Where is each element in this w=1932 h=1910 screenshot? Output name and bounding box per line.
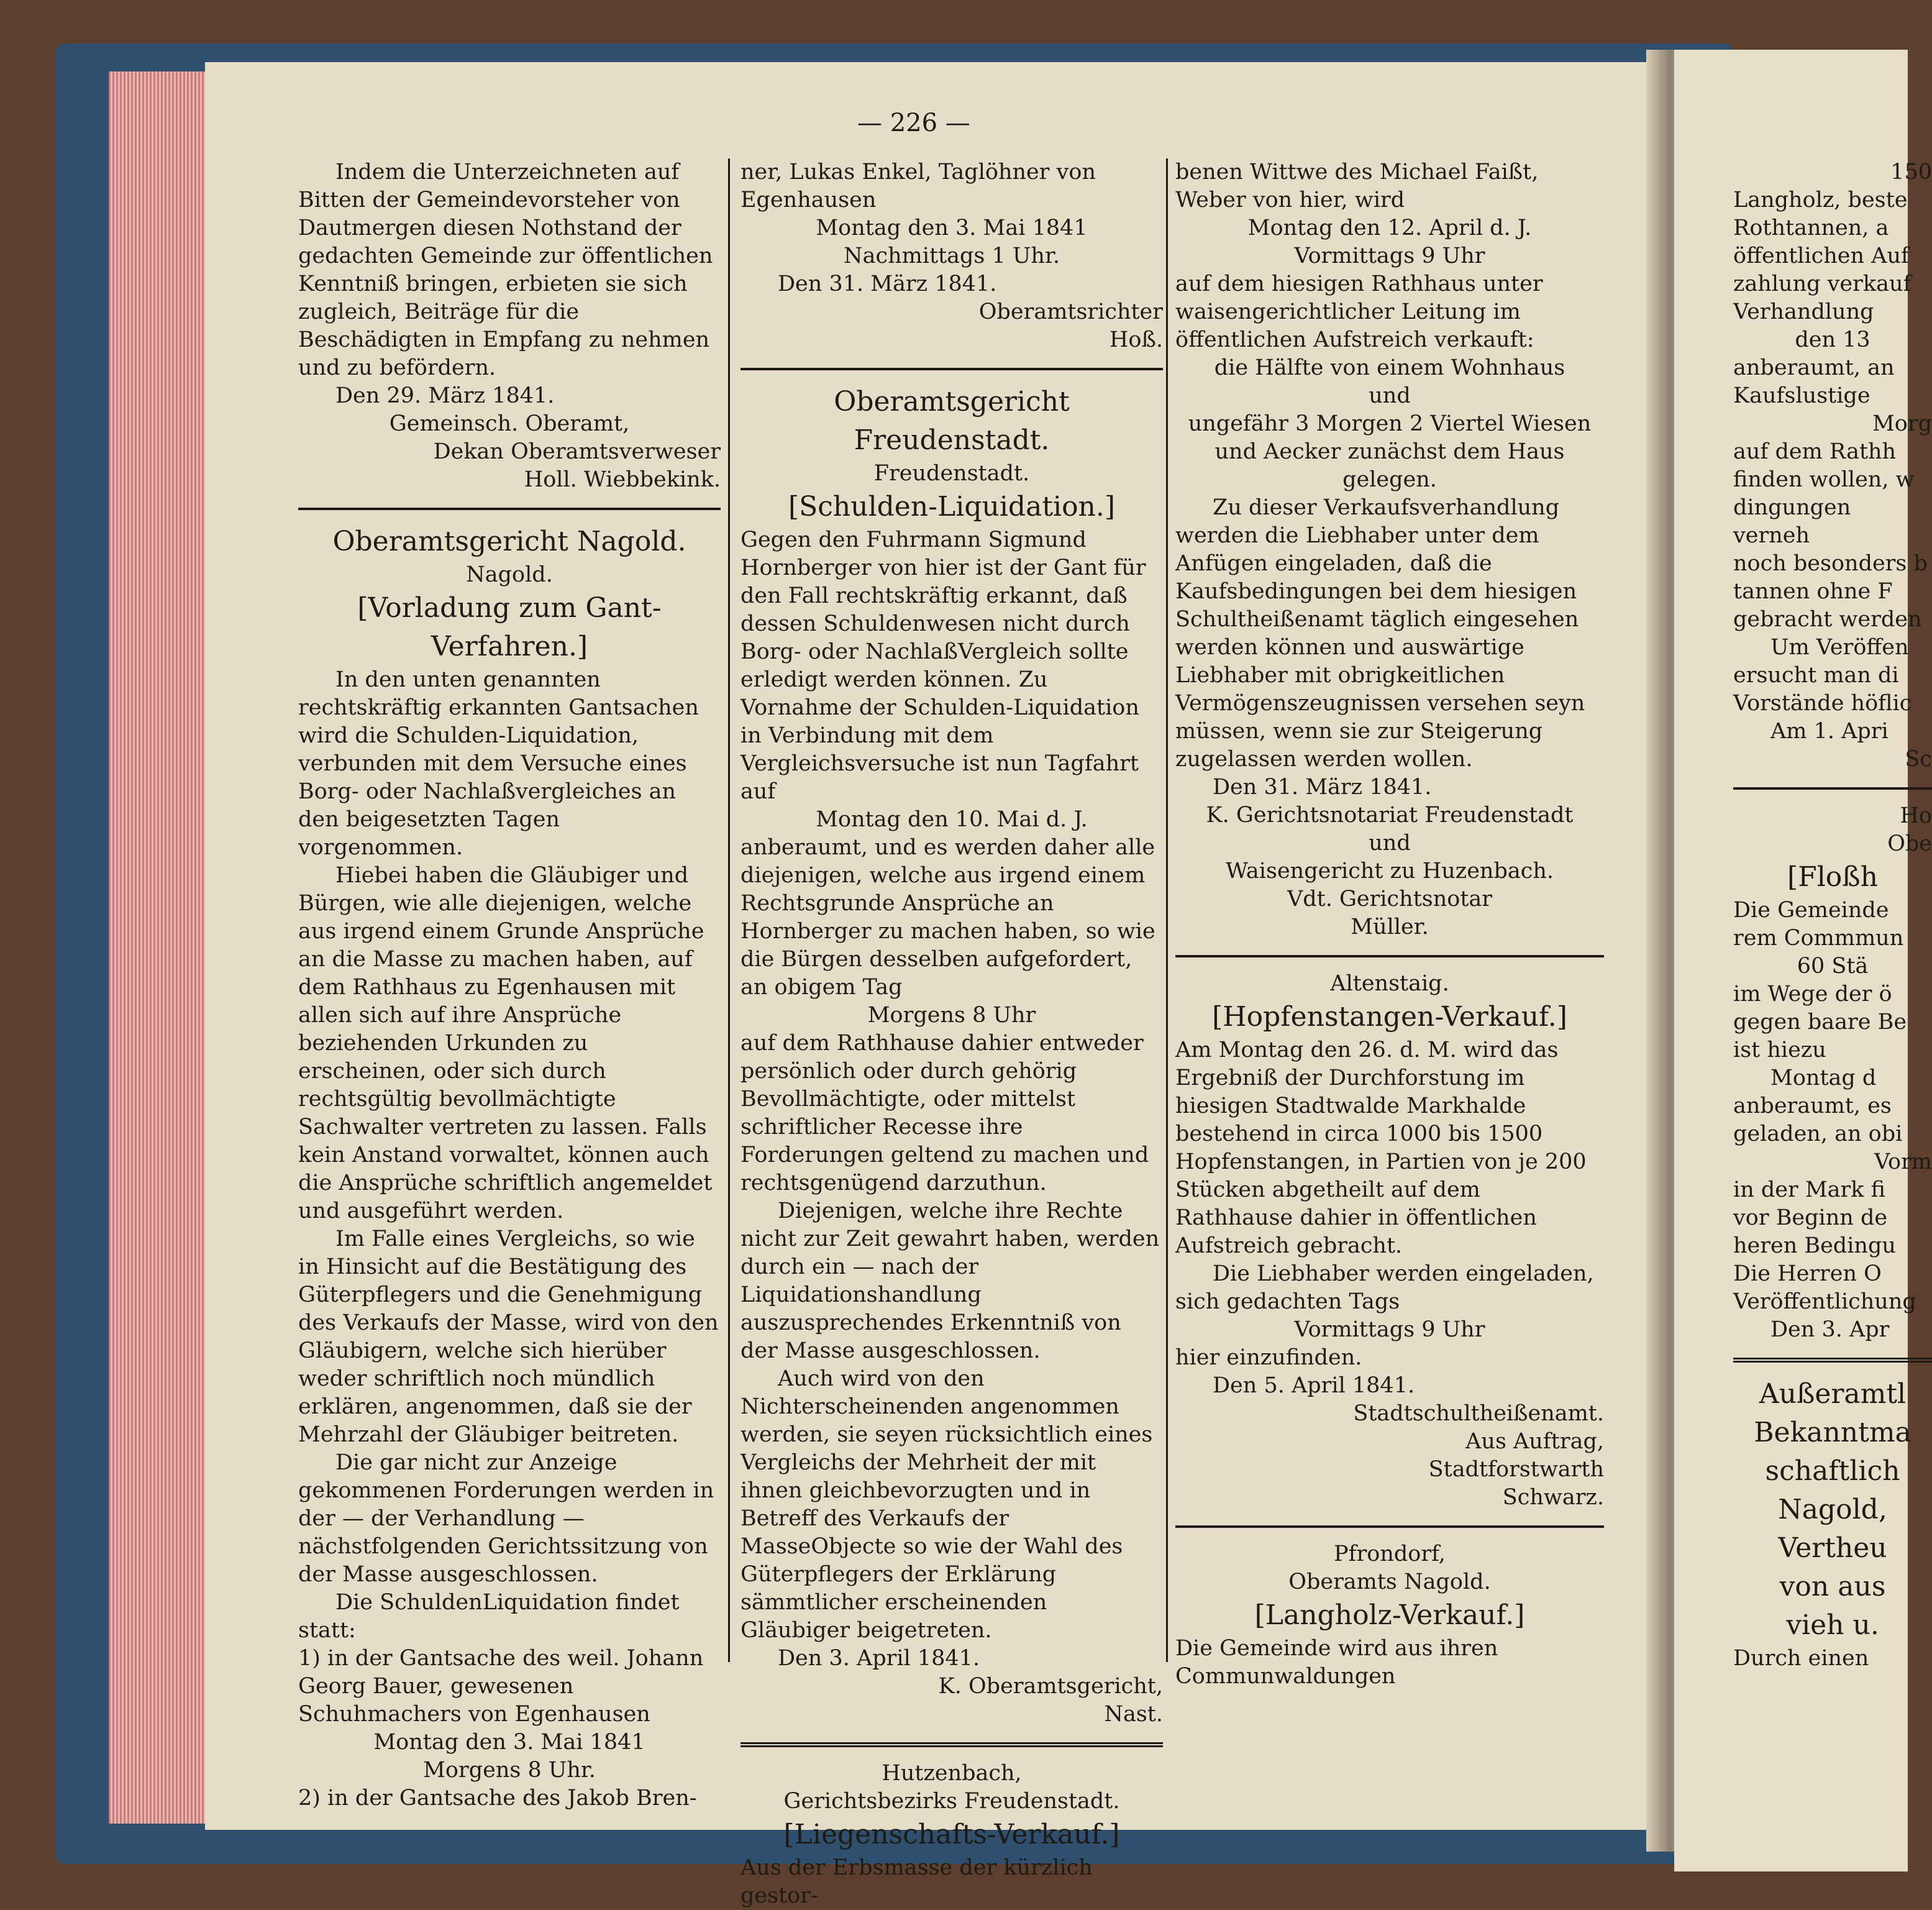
- signature: Nast.: [1104, 1702, 1163, 1727]
- text-line: Montag d: [1770, 1066, 1877, 1090]
- paragraph: Am Montag den 26. d. M. wird das Ergebniß der Durchforstung im hiesigen Stadtwalde Markhalde bestehend in circa 1000 bis 1500 Hopfenstangen, in Partien von je 200 Stücken abgetheilt auf dem Rathhause dahier in öffentlichen Aufstreich gebracht.: [1175, 1038, 1587, 1258]
- text-line: Veröffentlichung: [1733, 1289, 1916, 1314]
- list-line: ungefähr 3 Morgen 2 Viertel Wiesen und Aecker zunächst dem Haus gelegen.: [1188, 411, 1592, 492]
- section-heading: von aus: [1779, 1571, 1886, 1602]
- column-divider: [728, 158, 730, 1662]
- text-line: den 13: [1795, 327, 1870, 352]
- signature: Gemeinsch. Oberamt,: [389, 411, 630, 436]
- signature: Stadtforstwarth: [1428, 1457, 1604, 1482]
- signature: Oberamtsrichter: [978, 299, 1163, 324]
- text-line: 150: [1890, 160, 1932, 185]
- time-line: Vormittags 9 Uhr: [1294, 244, 1485, 268]
- place-subtitle: Gerichtsbezirks Freudenstadt.: [783, 1789, 1120, 1814]
- text-line: Um Veröffen: [1770, 635, 1909, 660]
- text-line: Durch einen: [1733, 1646, 1869, 1671]
- text-line: in der Mark fi: [1733, 1177, 1885, 1202]
- page-edges: [109, 71, 208, 1824]
- section-heading: Vertheu: [1778, 1532, 1887, 1564]
- text-line: Ho: [1900, 803, 1932, 828]
- paragraph: benen Wittwe des Michael Faißt, Weber von hier, wird: [1175, 160, 1539, 212]
- text-line: ist hiezu: [1733, 1038, 1826, 1062]
- section-rule: [1733, 1358, 1932, 1363]
- time-line: Morgens 8 Uhr: [867, 1003, 1036, 1028]
- section-heading: Nagold,: [1778, 1494, 1887, 1525]
- time-line: Nachmittags 1 Uhr.: [844, 244, 1060, 268]
- section-rule: [1733, 787, 1932, 790]
- text-line: Die Herren O: [1733, 1261, 1882, 1286]
- list-item: 1) in der Gantsache des weil. Johann Georg Bauer, gewesenen Schuhmachers von Egenhausen: [298, 1646, 704, 1727]
- section-rule: [298, 508, 721, 510]
- text-line: anberaumt, an: [1733, 355, 1895, 380]
- text-line: vor Beginn de: [1733, 1205, 1888, 1230]
- signature: Aus Auftrag,: [1465, 1429, 1604, 1454]
- notice-title: [Langholz-Verkauf.]: [1254, 1599, 1525, 1631]
- signature: Hoß.: [1109, 327, 1163, 352]
- text-line: finden wollen, w: [1733, 467, 1915, 492]
- text-line: rem Commmun: [1733, 926, 1904, 951]
- signature: Vdt. Gerichtsnotar: [1287, 887, 1493, 912]
- place-name: Pfrondorf,: [1334, 1542, 1446, 1566]
- paragraph: Auch wird von den Nichterscheinenden angenommen werden, sie seyen rücksichtlich eines Vergleichs der Mehrheit der mit ihnen gleichbevorzugten und in Betreff des Verkaufs der MasseObjecte so wie der Wahl des Güterpflegers der Erklärung sämmtlicher erscheinenden Gläubiger beigetreten.: [740, 1366, 1153, 1643]
- signature: Holl. Wiebbekink.: [524, 467, 721, 492]
- date-line: Den 31. März 1841.: [1213, 775, 1432, 800]
- paragraph: auf dem hiesigen Rathhaus unter waisengerichtlicher Leitung im öffentlichen Aufstreich verkauft:: [1175, 272, 1543, 352]
- text-line: heren Bedingu: [1733, 1233, 1896, 1258]
- notice-title: [Liegenschafts-Verkauf.]: [783, 1819, 1120, 1850]
- paragraph: Zu dieser Verkaufsverhandlung werden die Liebhaber unter dem Anfügen eingeladen, daß die Kaufsbedingungen bei dem hiesigen Schultheißenamt täglich eingesehen werden können und auswärtige Liebhaber mit obrigkeitlichen Vermögenszeugnissen versehen seyn müssen, wenn sie zur Steigerung zugelassen werden wollen.: [1175, 495, 1585, 772]
- date-line: Montag den 3. Mai 1841: [816, 216, 1088, 240]
- paragraph: Im Falle eines Vergleichs, so wie in Hinsicht auf die Bestätigung des Güterpflegers und die Genehmigung des Verkaufs der Masse, wird von den Gläubigern, welche sich hierüber weder schriftlich noch mündlich erklären, angenommen, daß sie der Mehrzahl der Gläubiger beitreten.: [298, 1227, 719, 1447]
- text-line: 60 Stä: [1797, 954, 1869, 979]
- text-line: Obe: [1887, 831, 1932, 856]
- paragraph: Hiebei haben die Gläubiger und Bürgen, wie alle diejenigen, welche aus irgend einem Grunde Ansprüche an die Masse zu machen haben, auf dem Rathhaus zu Egenhausen mit allen sich auf ihre Ansprüche beziehenden Urkunden zu erscheinen, oder sich durch rechtsgültig bevollmächtigte Sachwalter vertreten zu lassen. Falls kein Anstand vorwaltet, können auch die Ansprüche schriftlich angemeldet und ausgeführt werden.: [298, 863, 713, 1223]
- section-heading: Außeramtl: [1759, 1378, 1907, 1410]
- signature: K. Gerichtsnotariat Freudenstadt: [1206, 803, 1574, 828]
- section-heading: schaftlich: [1765, 1455, 1900, 1487]
- signature: Schwarz.: [1502, 1485, 1604, 1510]
- text-line: Den 3. Apr: [1770, 1317, 1890, 1342]
- section-rule: [1175, 1525, 1604, 1528]
- section-rule: [1175, 955, 1604, 957]
- paragraph: hier einzufinden.: [1175, 1345, 1362, 1370]
- notice-title: [Vorladung zum Gant-Verfahren.]: [357, 592, 662, 662]
- paragraph: auf dem Rathhause dahier entweder persönlich oder durch gehörig Bevollmächtigte, oder mittelst schriftlicher Recesse ihre Forderungen geltend zu machen und rechtsgenügend darzuthun.: [740, 1031, 1149, 1195]
- paragraph: Gegen den Fuhrmann Sigmund Hornberger von hier ist der Gant für den Fall rechtskräftig erkannt, daß dessen Schuldenwesen nicht durch Borg- oder NachlaßVergleich sollte erledigt werden können. Zu Vornahme der Schulden-Liquidation in Verbindung mit dem Vergleichsversuche ist nun Tagfahrt auf: [740, 528, 1146, 804]
- text-line: Morg: [1872, 411, 1932, 436]
- signature: und: [1369, 831, 1411, 856]
- text-line: Vorstände höflic: [1733, 691, 1912, 716]
- paragraph: Indem die Unterzeichneten auf Bitten der Gemeindevorsteher von Dautmergen diesen Nothstand der gedachten Gemeinde zur öffentlichen Kenntniß bringen, erbieten sie sich zugleich, Beiträge für die Beschädigten in Empfang zu nehmen und zu befördern.: [298, 160, 713, 380]
- column-1: [298, 158, 721, 1812]
- text-line: gegen baare Be: [1733, 1010, 1907, 1035]
- text-line: geladen, an obi: [1733, 1122, 1903, 1146]
- place-name: Freudenstadt.: [873, 461, 1030, 486]
- section-rule: [740, 1742, 1163, 1747]
- time-line: Vormittags 9 Uhr: [1294, 1317, 1485, 1342]
- text-line: Verhandlung: [1733, 299, 1874, 324]
- date-line: Montag den 10. Mai d. J.: [816, 807, 1088, 832]
- text-line: Kaufslustige: [1733, 383, 1870, 408]
- text-line: Rothtannen, a: [1733, 216, 1889, 240]
- signature: Dekan Oberamtsverweser: [433, 439, 721, 464]
- column-divider: [1166, 158, 1168, 1662]
- text-line: gebracht werden: [1733, 607, 1922, 632]
- page-number: — 226 —: [857, 109, 970, 137]
- paragraph: Die gar nicht zur Anzeige gekommenen Forderungen werden in der — der Verhandlung — nächstfolgenden Gerichtssitzung von der Masse ausgeschlossen.: [298, 1450, 714, 1587]
- column-4-cropped: [1733, 158, 1932, 1673]
- time-line: Morgens 8 Uhr.: [423, 1758, 596, 1783]
- date-line: Den 31. März 1841.: [778, 272, 997, 296]
- paragraph: Die SchuldenLiquidation findet statt:: [298, 1590, 680, 1643]
- date-line: Den 29. März 1841.: [335, 383, 555, 408]
- notice-title: [Hopfenstangen-Verkauf.]: [1212, 1001, 1567, 1033]
- place-subtitle: Oberamts Nagold.: [1288, 1570, 1491, 1594]
- text-line: noch besonders b: [1733, 551, 1928, 576]
- text-line: im Wege der ö: [1733, 982, 1892, 1007]
- text-line: auf dem Rathh: [1733, 439, 1897, 464]
- text-line: Vorm: [1874, 1149, 1932, 1174]
- text-line: zahlung verkauf: [1733, 272, 1911, 296]
- text-line: Langholz, beste: [1733, 188, 1908, 212]
- paragraph: In den unten genannten rechtskräftig erkannten Gantsachen wird die Schulden-Liquidation, verbunden mit dem Versuche eines Borg- oder Nachlaßvergleiches an den beigesetzten Tagen vorgenommen.: [298, 667, 699, 860]
- place-name: Hutzenbach,: [882, 1761, 1022, 1786]
- text-line: Die Gemeinde: [1733, 898, 1889, 923]
- text-line: dingungen verneh: [1733, 495, 1851, 548]
- date-line: Den 3. April 1841.: [778, 1646, 980, 1671]
- column-3: [1175, 158, 1604, 1691]
- section-heading: Bekanntma: [1754, 1417, 1911, 1448]
- date-line: Den 5. April 1841.: [1213, 1373, 1415, 1398]
- text-line: Am 1. Apri: [1770, 719, 1889, 744]
- text-line: Sc: [1905, 747, 1932, 772]
- paragraph: Die Liebhaber werden eingeladen, sich gedachten Tags: [1175, 1261, 1594, 1314]
- section-heading: Oberamtsgericht Freudenstadt.: [834, 386, 1070, 456]
- text-line: öffentlichen Auf: [1733, 244, 1909, 268]
- place-name: Altenstaig.: [1330, 971, 1449, 996]
- signature: Stadtschultheißenamt.: [1353, 1401, 1604, 1426]
- paragraph: Diejenigen, welche ihre Rechte nicht zur Zeit gewahrt haben, werden durch ein — nach der Liquidationshandlung auszusprechendes Erkenntniß von der Masse ausgeschlossen.: [740, 1199, 1160, 1363]
- paragraph: Aus der Erbsmasse der kürzlich gestor-: [740, 1855, 1093, 1908]
- section-heading: vieh u.: [1786, 1609, 1879, 1641]
- notice-title: [Floßh: [1787, 861, 1878, 893]
- date-line: Montag den 3. Mai 1841: [373, 1730, 645, 1755]
- list-line: die Hälfte von einem Wohnhaus: [1214, 355, 1565, 380]
- text-line: tannen ohne F: [1733, 579, 1893, 604]
- notice-title: [Schulden-Liquidation.]: [788, 491, 1116, 523]
- section-heading: Oberamtsgericht Nagold.: [332, 526, 686, 557]
- paragraph: Die Gemeinde wird aus ihren Communwaldungen: [1175, 1636, 1498, 1689]
- paragraph: ner, Lukas Enkel, Taglöhner von Egenhausen: [740, 160, 1096, 212]
- list-item: 2) in der Gantsache des Jakob Bren-: [298, 1786, 697, 1811]
- section-rule: [740, 368, 1163, 370]
- signature: K. Oberamtsgericht,: [938, 1674, 1163, 1699]
- signature: Waisengericht zu Huzenbach.: [1226, 859, 1554, 884]
- place-name: Nagold.: [466, 562, 553, 587]
- signature: Müller.: [1351, 915, 1429, 939]
- text-line: anberaumt, es: [1733, 1094, 1892, 1118]
- paragraph: anberaumt, und es werden daher alle diejenigen, welche aus irgend einem Rechtsgrunde Ansprüche an Hornberger zu machen haben, so wie die Bürgen desselben aufgefordert, an obigem Tag: [740, 835, 1155, 1000]
- date-line: Montag den 12. April d. J.: [1247, 216, 1532, 240]
- text-line: ersucht man di: [1733, 663, 1899, 688]
- column-2: [740, 158, 1163, 1910]
- list-line: und: [1369, 383, 1411, 408]
